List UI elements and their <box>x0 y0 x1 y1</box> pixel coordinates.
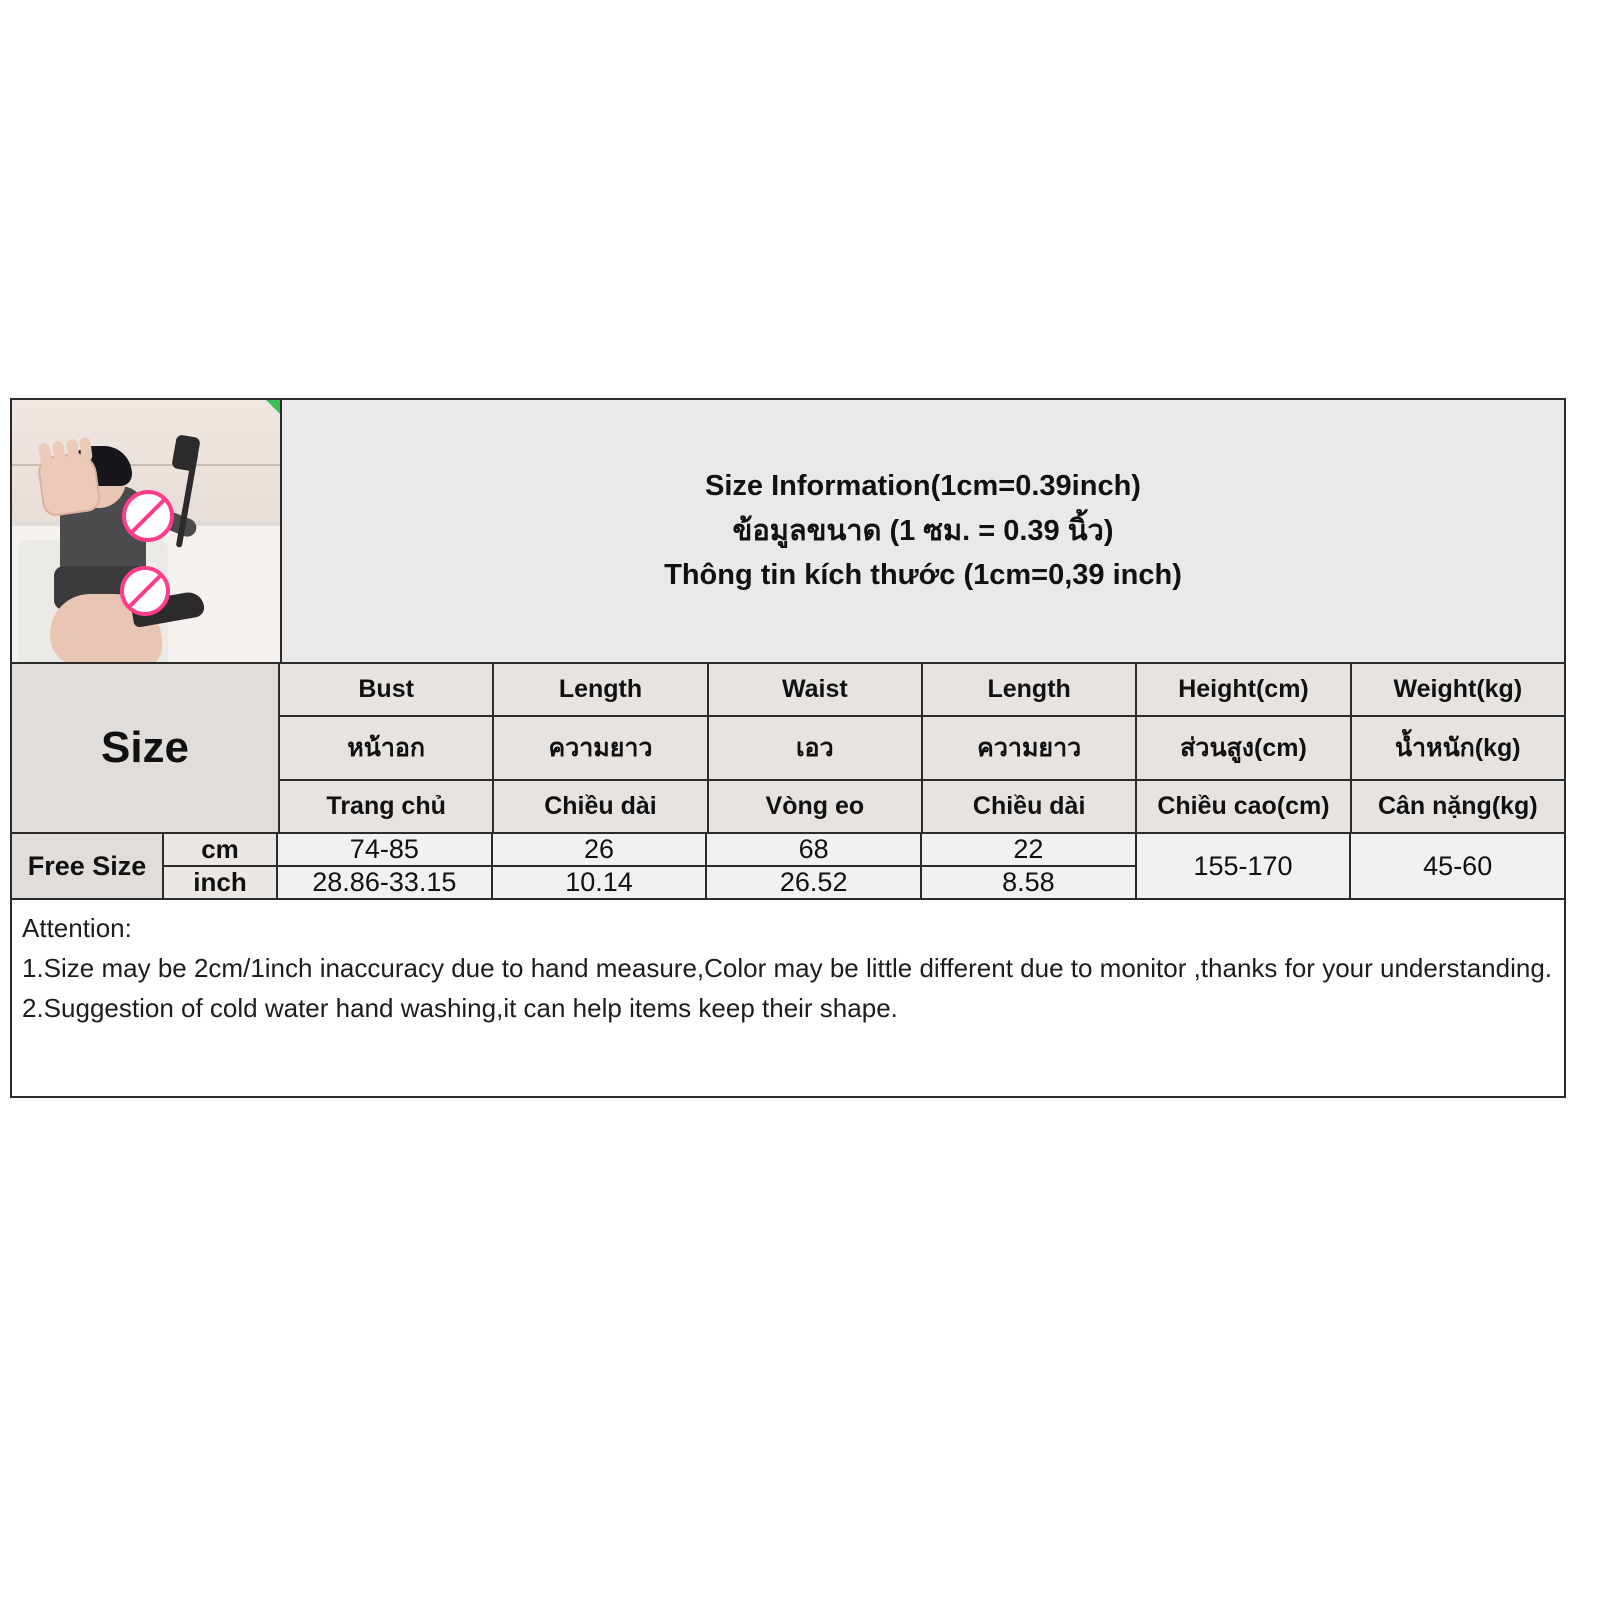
title-line-en: Size Information(1cm=0.39inch) <box>705 469 1141 502</box>
table-header <box>12 664 1564 834</box>
attention-block <box>12 900 1564 1096</box>
col-bust-th: หน้าอก <box>280 717 494 779</box>
value-bust-inch: 28.86-33.15 <box>278 867 491 898</box>
unit-inch: inch <box>164 867 276 898</box>
col-waist-th: เอว <box>709 717 923 779</box>
col-length2-en: Length <box>923 664 1137 715</box>
value-length1-inch: 10.14 <box>493 867 706 898</box>
product-photo <box>12 400 282 662</box>
units-column <box>164 834 278 898</box>
title-line-vi: Thông tin kích thước (1cm=0,39 inch) <box>664 559 1182 592</box>
col-length2-vi: Chiều dài <box>923 781 1137 832</box>
attention-line-1: 1.Size may be 2cm/1inch inaccuracy due to hand measure,Color may be little different due to monitor ,thanks for your understanding. <box>22 952 1553 983</box>
col-length1-en: Length <box>494 664 708 715</box>
measurement-columns <box>278 834 1564 898</box>
unit-cm: cm <box>164 834 276 867</box>
value-length2-inch: 8.58 <box>922 867 1135 898</box>
header-line-vi <box>280 781 1564 832</box>
col-length2-th: ความยาว <box>923 717 1137 779</box>
col-values-length2 <box>922 834 1137 898</box>
chart-header-row <box>12 400 1564 664</box>
value-waist-cm: 68 <box>707 834 920 867</box>
col-weight-th: น้ำหนัก(kg) <box>1352 717 1564 779</box>
col-values-height <box>1137 834 1352 898</box>
value-waist-inch: 26.52 <box>707 867 920 898</box>
value-bust-cm: 74-85 <box>278 834 491 867</box>
table-row <box>12 834 1564 900</box>
col-waist-en: Waist <box>709 664 923 715</box>
header-line-th <box>280 717 1564 781</box>
title-line-th: ข้อมูลขนาด (1 ซม. = 0.39 นิ้ว) <box>732 514 1114 547</box>
col-length1-th: ความยาว <box>494 717 708 779</box>
value-length1-cm: 26 <box>493 834 706 867</box>
censor-badge-icon <box>122 490 174 542</box>
col-bust-en: Bust <box>280 664 494 715</box>
col-values-bust <box>278 834 493 898</box>
col-height-vi: Chiều cao(cm) <box>1137 781 1351 832</box>
censor-badge-icon <box>120 566 170 616</box>
col-length1-vi: Chiều dài <box>494 781 708 832</box>
row-label-free-size: Free Size <box>12 834 164 898</box>
value-weight-range: 45-60 <box>1423 834 1492 898</box>
header-line-en <box>280 664 1564 717</box>
value-length2-cm: 22 <box>922 834 1135 867</box>
col-height-th: ส่วนสูง(cm) <box>1137 717 1351 779</box>
header-columns <box>280 664 1564 832</box>
col-weight-vi: Cân nặng(kg) <box>1352 781 1564 832</box>
size-label: Size <box>12 664 280 832</box>
col-weight-en: Weight(kg) <box>1352 664 1564 715</box>
green-corner-icon <box>265 400 281 415</box>
attention-line-2: 2.Suggestion of cold water hand washing,it can help items keep their shape. <box>22 992 898 1023</box>
title-block <box>282 400 1564 662</box>
value-height-range: 155-170 <box>1193 834 1292 898</box>
col-waist-vi: Vòng eo <box>709 781 923 832</box>
col-values-weight <box>1351 834 1564 898</box>
size-chart <box>10 398 1566 1098</box>
col-values-length1 <box>493 834 708 898</box>
col-values-waist <box>707 834 922 898</box>
col-height-en: Height(cm) <box>1137 664 1351 715</box>
col-bust-vi: Trang chủ <box>280 781 494 832</box>
attention-title: Attention: <box>22 913 132 943</box>
photo-model-hand <box>36 450 102 517</box>
